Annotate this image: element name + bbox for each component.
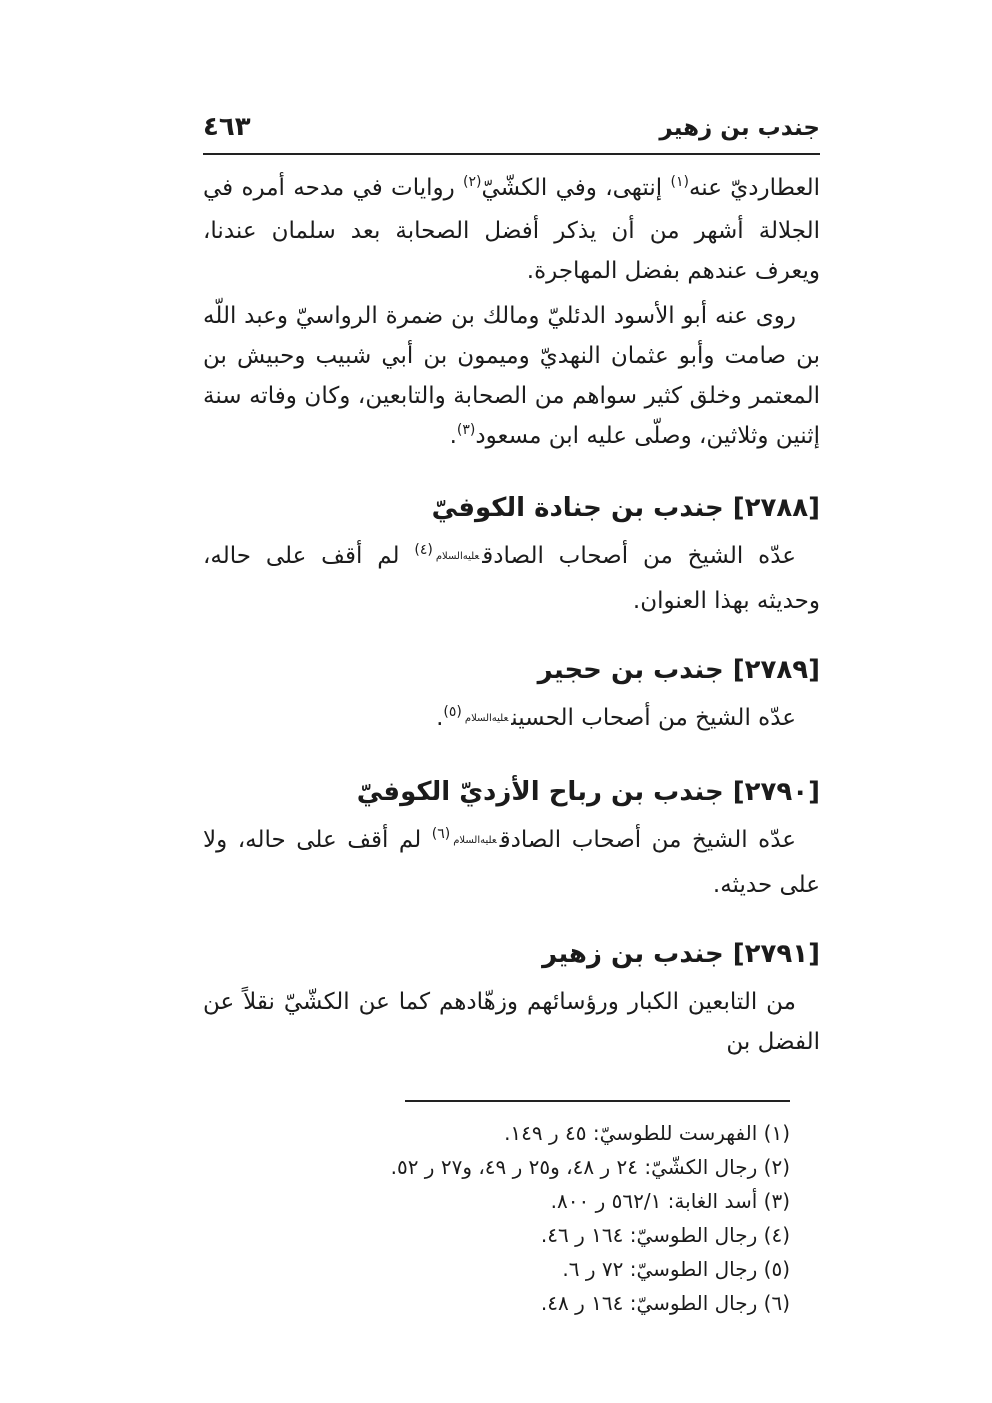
paragraph-text: روايات في مدحه أمره في الجلالة أشهر من أن يذكر أفضل الصحابة بعد سلمان عندنا، ويعرف عندهم بفضل المهاجرة. — [203, 175, 820, 284]
footnote-item: (٦) رجال الطوسيّ: ١٦٤ ر ٤٨. — [540, 1291, 790, 1315]
footnote-ref: (١) — [670, 174, 689, 190]
section-body-2790 — [203, 820, 820, 905]
section-heading-2790: [٢٧٩٠] جندب بن رباح الأزديّ الكوفيّ — [356, 777, 820, 807]
footnote-ref: (٤) — [414, 542, 433, 558]
section-heading-2789: [٢٧٨٩] جندب بن حجير — [537, 655, 820, 685]
paragraph-narrators — [203, 296, 820, 459]
paragraph-text: روى عنه أبو الأسود الدئليّ ومالك بن ضمرة الرواسيّ وعبد اللّه بن صامت وأبو عثمان النهديّ وميمون بن أبي شبيب وحبيش بن المعتمر وخلق كثير سواهم من الصحابة والتابعين، وكان وفاته سنة إثنين وثلاثين، وصلّى عليه ابن مسعود — [203, 303, 820, 449]
section-body-2791 — [203, 982, 820, 1062]
footnote-item: (٢) رجال الكشّيّ: ٢٤ ر ٤٨، و٢٥ ر ٤٩، و٢٧ ر ٥٢. — [390, 1155, 790, 1179]
footnote-ref: (٢) — [463, 174, 482, 190]
paragraph-text: . — [436, 705, 444, 731]
footnote-ref: (٥) — [443, 704, 462, 720]
footnote-ref: (٣) — [456, 422, 476, 438]
paragraph-text: لم أقف على حاله، وحديثه بهذا العنوان. — [203, 543, 820, 614]
running-head: جندب بن زهير — [659, 115, 820, 141]
footnotes-block — [390, 1100, 790, 1320]
page-header — [203, 112, 820, 142]
section-heading-2791: [٢٧٩١] جندب بن زهير — [542, 939, 820, 969]
paragraph-text: عدّه الشيخ من أصحاب الحسين — [511, 705, 796, 731]
honorific-mark: عليه‌السلام — [464, 713, 509, 724]
paragraph-text: إنتهى، وفي الكشّيّ — [481, 175, 671, 201]
page-content — [203, 112, 820, 1320]
section-body-2788 — [203, 536, 820, 621]
page-number: ٤٦٣ — [203, 112, 251, 142]
footnote-item: (١) الفهرست للطوسيّ: ٤٥ ر ١٤٩. — [504, 1121, 790, 1145]
paragraph-text: العطارديّ عنه — [688, 175, 820, 201]
footnote-item: (٥) رجال الطوسيّ: ٧٢ ر ٦. — [562, 1257, 790, 1281]
footnote-item: (٣) أسد الغابة: ١‏/‏٥٦٢ ر ٨٠٠. — [550, 1189, 790, 1213]
paragraph-text: عدّه الشيخ من أصحاب الصادق — [482, 543, 796, 569]
honorific-mark: عليه‌السلام — [453, 835, 497, 846]
paragraph-text: . — [449, 423, 457, 449]
paragraph-text: لم أقف على حاله، ولا على حديثه. — [203, 827, 820, 898]
footnote-ref: (٦) — [431, 826, 451, 842]
paragraph-text: عدّه الشيخ من أصحاب الصادق — [499, 827, 796, 853]
paragraph-continuation — [203, 168, 820, 291]
section-body-2789 — [203, 698, 820, 743]
header-rule — [203, 153, 820, 155]
footnote-item: (٤) رجال الطوسيّ: ١٦٤ ر ٤٦. — [540, 1223, 790, 1247]
section-heading-2788: [٢٧٨٨] جندب بن جنادة الكوفيّ — [431, 493, 820, 523]
honorific-mark: عليه‌السلام — [435, 551, 480, 562]
paragraph-text: من التابعين الكبار ورؤسائهم وزهّادهم كما عن الكشّيّ نقلاً عن الفضل بن — [203, 989, 820, 1055]
